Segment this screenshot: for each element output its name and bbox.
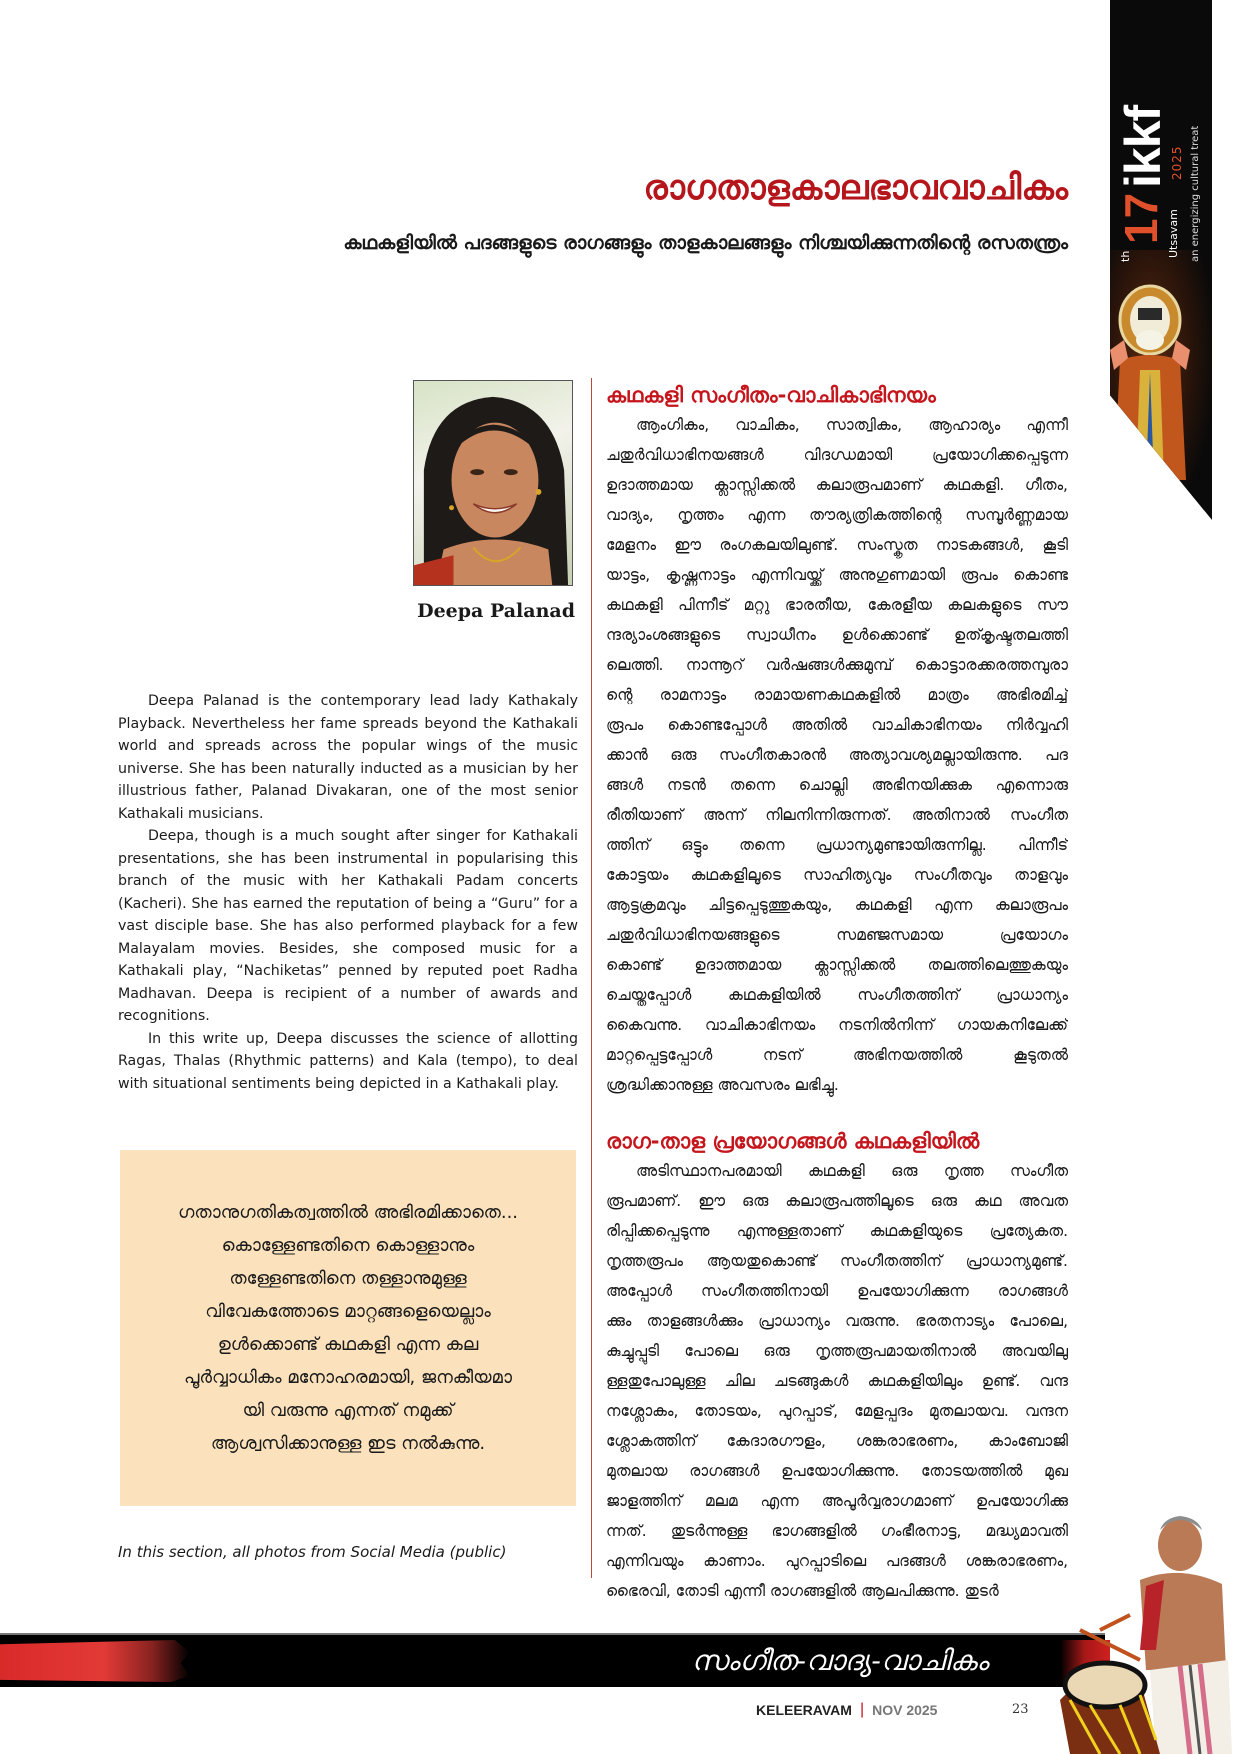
text-line: ലെത്തി. നാന്നൂറ് വർഷങ്ങൾക്കുമുമ്പ് കൊട്ടാരക്കരത്തമ്പുരാ [606, 656, 1068, 674]
author-bio [118, 690, 578, 1095]
text-line: ന്നത്. തുടർന്നുള്ള ഭാഗങ്ങളിൽ ഗംഭീരനാട്ട, മദ്ധ്യമാവതി [606, 1522, 1068, 1540]
bio-paragraph: Deepa Palanad is the contemporary lead lady Kathakaly Playback. Nevertheless her fame spreads beyond the Kathakali world and spreads across the popular wings of the music universe. She has been naturally inducted as a musician by her illustrious father, Palanad Divakaran, one of the most senior Kathakali musicians. [118, 693, 578, 822]
text-line: മേളനം ഈ രംഗകലയിലുണ്ട്. സംസ്കൃത നാടകങ്ങൾ, കൂടി [606, 536, 1068, 554]
text-line: ജാളത്തിന് മലമ എന്ന അപൂർവ്വരാഗമാണ് ഉപയോഗിക്കു [606, 1492, 1068, 1510]
quote-line: ഗതാനുഗതികത്വത്തിൽ അഭിരമിക്കാതെ... [177, 1202, 519, 1223]
text-line: അപ്പോൾ സംഗീതത്തിനായി ഉപയോഗിക്കുന്ന രാഗങ്ങൾ [606, 1282, 1068, 1300]
text-line: വാദ്യം, നൃത്തം എന്ന തൗര്യത്രികത്തിന്റെ സമ്പൂർണ്ണമായ [606, 506, 1068, 524]
column-divider [591, 378, 592, 1578]
article-subtitle: കഥകളിയിൽ പദങ്ങളുടെ രാഗങ്ങളും താളകാലങ്ങളും നിശ്ചയിക്കുന്നതിന്റെ രസതന്ത്രം [343, 232, 1068, 254]
logo-wordmark: ikkf [1115, 105, 1171, 188]
text-line: കുച്ചുപ്പുടി പോലെ ഒരു നൃത്തരൂപമായതിനാൽ അവയിലു [606, 1342, 1068, 1360]
quote-line: തള്ളേണ്ടതിനെ തള്ളാനുമുള്ള [229, 1268, 467, 1289]
issue-date: NOV 2025 [872, 1702, 938, 1718]
publication-info [756, 1700, 937, 1720]
text-line: ന്റെ രാമനാട്ടം രാമായണകഥകളിൽ മാത്രം അഭിരമിച്ച് [606, 686, 1068, 704]
section-1 [606, 380, 1068, 1100]
text-line: അടിസ്ഥാനപരമായി കഥകളി ഒരു നൃത്ത സംഗീത [636, 1162, 1068, 1180]
footer-red-brush [0, 1640, 190, 1682]
section-text [606, 410, 1068, 1100]
text-line: രൂപമാണ്. ഈ ഒരു കലാരൂപത്തിലൂടെ ഒരു കഥ അവത [606, 1192, 1068, 1210]
text-line: ന്ദര്യാംശങ്ങളുടെ സ്വാധീനം ഉൾക്കൊണ്ട് ഉത്കൃഷ്ടതലത്തി [606, 626, 1068, 644]
text-line: ആട്ടക്രമവും ചിട്ടപ്പെടുത്തുകയും, കഥകളി എന്ന കലാരൂപം [606, 896, 1068, 914]
publication-name: KELEERAVAM [756, 1702, 852, 1718]
bio-paragraph: In this write up, Deepa discusses the science of allotting Ragas, Thalas (Rhythmic patterns) and Kala (tempo), to deal with situational sentiments being depicted in a Kathakali play. [118, 1030, 578, 1092]
quote-line: പൂർവ്വാധികം മനോഹരമായി, ജനകീയമാ [184, 1367, 512, 1388]
separator: | [859, 1701, 865, 1718]
section-text [606, 1156, 1068, 1606]
text-line: കോട്ടയം കഥകളിലൂടെ സാഹിത്യവും സംഗീതവും താളവും [606, 866, 1068, 884]
text-line: കൈവന്നു. വാചികാഭിനയം നടനിൽനിന്ന് ഗായകനിലേക്ക് [606, 1016, 1068, 1034]
text-line: ആംഗികം, വാചികം, സാത്വികം, ആഹാര്യം എന്നീ [636, 416, 1068, 434]
section-2 [606, 1126, 1068, 1606]
article-body [606, 380, 1068, 1606]
text-line: ഭൈരവി, തോടി എന്നീ രാഗങ്ങളിൽ ആലപിക്കുന്നു. തുടർ [606, 1582, 999, 1600]
text-line: രിപ്പിക്കപ്പെടുന്നു എന്നുള്ളതാണ് കഥകളിയുടെ പ്രത്യേകത. [606, 1222, 1068, 1240]
text-line: കൊണ്ട് ഉദാത്തമായ ക്ലാസ്സിക്കൽ തലത്തിലെത്തുകയും [606, 956, 1068, 974]
festival-year: 2025 [1170, 145, 1184, 180]
article-title: രാഗതാളകാലഭാവവാചികം [643, 168, 1068, 208]
text-line: ചെയ്തപ്പോൾ കഥകളിയിൽ സംഗീതത്തിന് പ്രാധാന്യം [606, 986, 1068, 1004]
kathakali-dancer-image [1110, 280, 1190, 480]
text-line: കഥകളി പിന്നീട് മറ്റു ഭാരതീയ, കേരളീയ കലകളുടെ സൗ [606, 596, 1068, 614]
text-line: ത്തിന് ഒട്ടും തന്നെ പ്രധാന്യമുണ്ടായിരുന്നില്ല. പിന്നീട് [606, 836, 1068, 854]
text-line: ക്കും താളങ്ങൾക്കും പ്രാധാന്യം വരുന്നു. ഭരതനാട്യം പോലെ, [606, 1312, 1068, 1330]
festival-logo [1115, 22, 1208, 262]
photo-credit: In this section, all photos from Social Media (public) [118, 1543, 507, 1561]
text-line: ള്ളതുപോലുള്ള ചില ചടങ്ങുകൾ കഥകളിയിലും ഉണ്ട്. വന്ദ [606, 1372, 1068, 1390]
pull-quote [120, 1150, 576, 1506]
bio-paragraph: Deepa, though is a much sought after singer for Kathakali presentations, she has been instrumental in popularising this branch of the music with her Kathakali Padam concerts (Kacheri). She has earned the reputation of being a “Guru” for a vast disciple base. She has also performed playback for a few Malayalam movies. Besides, she composed music for a Kathakali play, “Nachiketas” penned by reputed poet Radha Madhavan. Deepa is recipient of a number of awards and recognitions. [118, 828, 578, 1024]
quote-line: ആശ്വസിക്കാനുള്ള ഇട നൽകുന്നു. [210, 1433, 486, 1454]
quote-line: കൊള്ളേണ്ടതിനെ കൊള്ളാനും [221, 1235, 475, 1256]
text-line: യാട്ടം, കൃഷ്ണനാട്ടം എന്നിവയ്ക്ക് അനുഗുണമായി രൂപം കൊണ്ട [606, 566, 1068, 584]
section-label: സംഗീത-വാദ്യ-വാചികം [691, 1644, 989, 1677]
edition-suffix: th [1119, 250, 1132, 262]
text-line: എന്നിവയും കാണാം. പുറപ്പാടിലെ പദങ്ങൾ ശങ്കരാഭരണം, [606, 1552, 1068, 1570]
text-line: മുതലായ രാഗങ്ങൾ ഉപയോഗിക്കുന്നു. തോടയത്തിൽ മുഖ [606, 1462, 1068, 1480]
text-line: ചതുർവിധാഭിനയങ്ങൾ വിദഗ്ധമായി പ്രയോഗിക്കപ്പെടുന്ന [606, 446, 1068, 464]
section-heading: രാഗ-താള പ്രയോഗങ്ങൾ കഥകളിയിൽ [606, 1129, 980, 1153]
text-line: രീതിയാണ് അന്ന് നിലനിന്നിരുന്നത്. അതിനാൽ സംഗീത [606, 806, 1068, 824]
page-number: 23 [1012, 1702, 1029, 1717]
quote-line: ഉൾക്കൊണ്ട് കഥകളി എന്ന കല [217, 1334, 479, 1355]
text-line: ചതുർവിധാഭിനയങ്ങളുടെ സമഞ്ജസമായ പ്രയോഗം [606, 926, 1068, 944]
quote-line: വിവേകത്തോടെ മാറ്റങ്ങളെയെല്ലാം [205, 1301, 491, 1322]
text-line: ങ്ങൾ നടൻ തന്നെ ചൊല്ലി അഭിനയിക്കുക എന്നൊരു [606, 776, 1068, 794]
text-line: മാറ്റപ്പെട്ടപ്പോൾ നടന് അഭിനയത്തിൽ കൂടുതൽ [606, 1046, 1068, 1064]
festival-word: Utsavam [1167, 209, 1180, 258]
text-line: ശ്ലോകത്തിന് കേദാരഗൗളം, ശങ്കരാഭരണം, കാംബോജി [606, 1432, 1068, 1450]
edition-number: 17 [1115, 192, 1167, 244]
section-heading: കഥകളി സംഗീതം-വാചികാഭിനയം [606, 383, 936, 407]
text-line: ഉദാത്തമായ ക്ലാസ്സിക്കൽ കലാരൂപമാണ് കഥകളി. ഗീതം, [606, 476, 1068, 494]
text-line: രൂപം കൊണ്ടപ്പോൾ അതിൽ വാചികാഭിനയം നിർവ്വഹി [606, 716, 1068, 734]
festival-tagline: an energizing cultural treat [1190, 125, 1201, 262]
text-line: ക്കാൻ ഒരു സംഗീതകാരൻ അത്യാവശ്യമല്ലായിരുന്നു. പദ [606, 746, 1068, 764]
quote-line: യി വരുന്നു എന്നത് നമുക്ക് [242, 1400, 454, 1421]
author-name: Deepa Palanad [417, 600, 575, 622]
text-line: നൃത്തരൂപം ആയതുകൊണ്ട് സംഗീതത്തിന് പ്രാധാന്യമുണ്ട്. [606, 1252, 1068, 1270]
author-photo [413, 380, 573, 586]
text-line: നശ്ലോകം, തോടയം, പുറപ്പാട്, മേളപ്പദം മുതലായവ. വന്ദന [606, 1402, 1068, 1420]
chenda-drummer-image [1060, 1500, 1240, 1754]
text-line: ശ്രദ്ധിക്കാനുള്ള അവസരം ലഭിച്ചു. [606, 1076, 839, 1094]
